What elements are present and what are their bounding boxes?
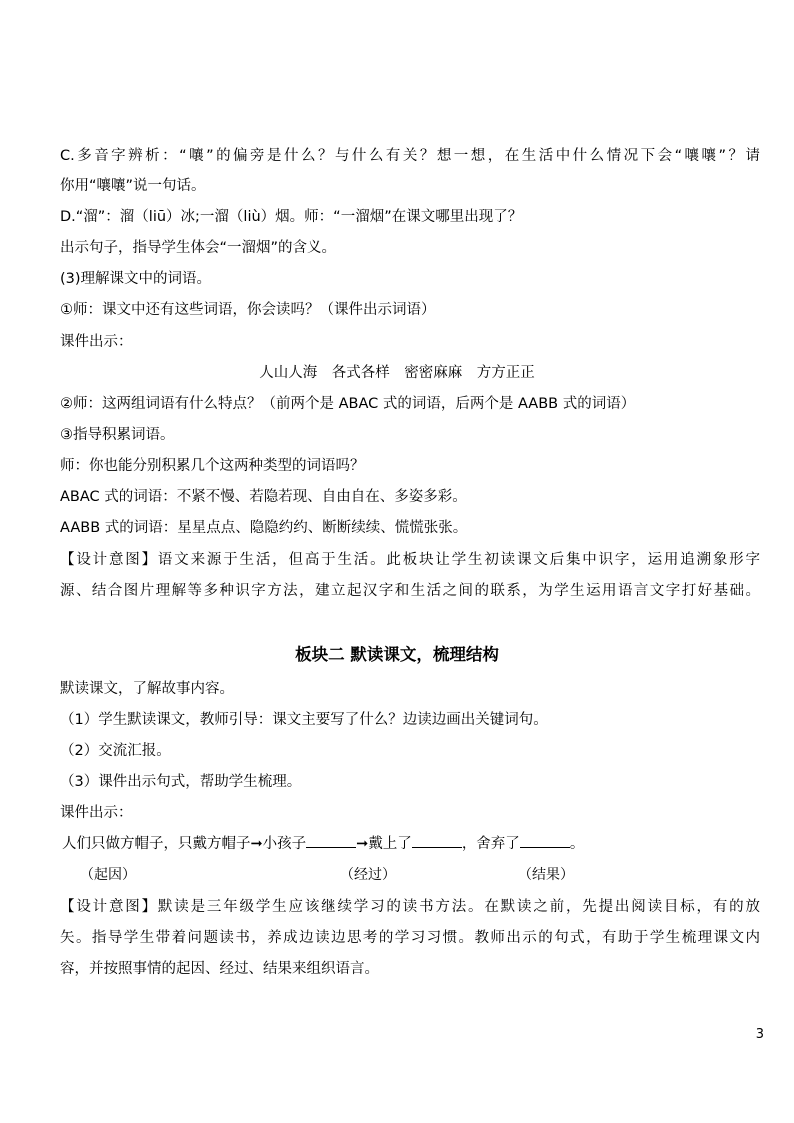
text-line: （2）交流汇报。: [60, 743, 171, 759]
label-cause: （起因）: [80, 867, 136, 883]
section-title: 板块二 默读课文，梳理结构: [295, 645, 499, 664]
text-line: AABB 式的词语：星星点点、隐隐约约、断断续续、慌慌张张。: [60, 520, 468, 536]
arrow-icon: ➞: [250, 836, 263, 852]
arrow-icon: ➞: [356, 836, 369, 852]
text-line: （3）课件出示句式，帮助学生梳理。: [60, 774, 302, 790]
text-line: (3)理解课文中的词语。: [60, 271, 212, 287]
sentence-part: 人们只做方帽子，只戴方帽子: [62, 836, 251, 852]
text-line: ABAC 式的词语：不紧不慢、若隐若现、自由自在、多姿多彩。: [60, 489, 467, 505]
text-line: C.多音字辨析：“嚷”的偏旁是什么？与什么有关？想一想，在生活中什么情况下会“嚷嚷”？请: [60, 148, 760, 164]
design-intent: 容，并按照事情的起因、经过、结果来组织语言。: [60, 961, 379, 977]
label-process: （经过）: [340, 867, 396, 883]
text-line: 出示句子，指导学生体会“一溜烟”的含义。: [60, 240, 337, 256]
sentence-part: 。: [569, 836, 585, 852]
sentence-part: 小孩子: [262, 836, 307, 852]
sentence-part: 戴上了: [368, 836, 412, 852]
design-intent: 【设计意图】语文来源于生活，但高于生活。此板块让学生初读课文后集中识字，运用追溯象形字: [60, 552, 760, 568]
text-line: 默读课文，了解故事内容。: [60, 681, 234, 697]
design-intent: 【设计意图】默读是三年级学生应该继续学习的读书方法。在默读之前，先提出阅读目标，有的放: [60, 899, 760, 915]
text-line: ①师：课文中还有这些词语，你会读吗？（课件出示词语）: [60, 302, 436, 318]
text-line: ②师：这两组词语有什么特点？（前两个是 ABAC 式的词语，后两个是 AABB 式的词语）: [60, 396, 636, 412]
text-line: （1）学生默读课文，教师引导：课文主要写了什么？边读边画出关键词句。: [60, 712, 548, 728]
text-line: 师：你也能分别积累几个这两种类型的词语吗？: [60, 458, 365, 474]
design-intent: 源、结合图片理解等多种识字方法，建立起汉字和生活之间的联系，为学生运用语言文字打好基础。: [60, 583, 760, 599]
sentence-pattern: [62, 834, 762, 854]
text-line: 课件出示：: [60, 805, 133, 821]
fill-blank: [412, 834, 462, 848]
text-line: 课件出示：: [60, 334, 133, 350]
sentence-part: ，舍弃了: [461, 836, 520, 852]
label-result: （结果）: [518, 867, 574, 883]
fill-blank: [306, 834, 356, 848]
page-number: 3: [755, 1027, 764, 1042]
word-list: 人山人海 各式各样 密密麻麻 方方正正: [259, 365, 535, 381]
text-line: D.“溜”：溜（liū）冰;一溜（liù）烟。师：“一溜烟”在课文哪里出现了？: [60, 209, 523, 225]
fill-blank: [520, 834, 570, 848]
text-line: 你用“嚷嚷”说一句话。: [60, 178, 206, 194]
text-line: ③指导积累词语。: [60, 427, 175, 443]
design-intent: 矢。指导学生带着问题读书，养成边读边思考的学习习惯。教师出示的句式，有助于学生梳理课文内: [60, 930, 760, 946]
